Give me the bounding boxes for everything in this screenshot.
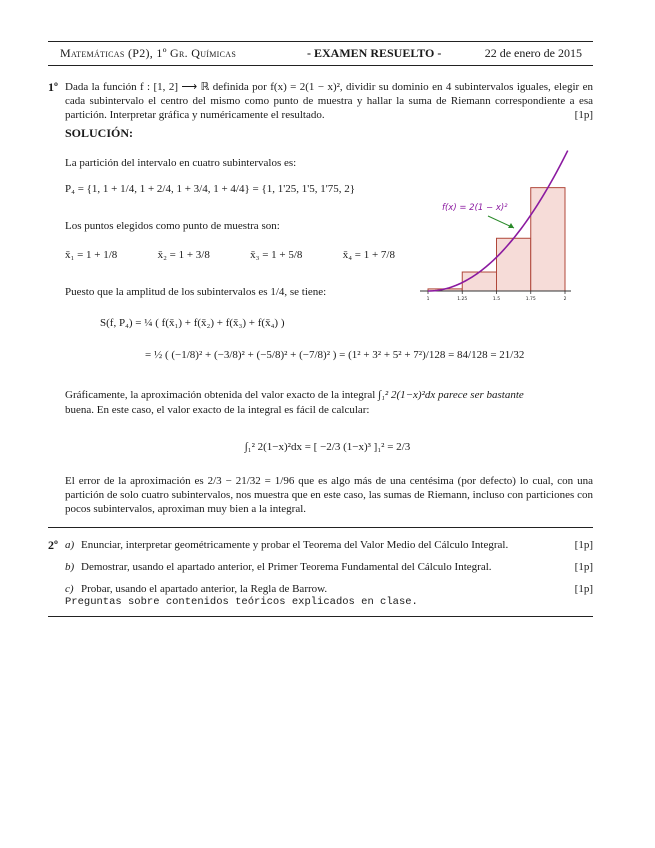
- section-rule: [48, 527, 593, 528]
- x-tick-label: 2: [563, 297, 567, 302]
- sample-point: x̄₃ = 1 + 5/8: [250, 249, 303, 261]
- item-text: Probar, usando el apartado anterior, la Regla de Barrow.: [81, 583, 328, 595]
- sample-point: x̄₂ = 1 + 3/8: [157, 249, 210, 261]
- graph-text-cont: buena. En este caso, el valor exacto de la integral es fácil de calcular:: [65, 404, 370, 416]
- x-tick-label: 1: [426, 297, 430, 302]
- sample-point: x̄₄ = 1 + 7/8: [342, 249, 395, 261]
- item-points: [1p]: [574, 561, 593, 573]
- problem2-item-a: [65, 538, 593, 552]
- riemann-rectangle: [497, 238, 531, 291]
- riemann-rectangle: [531, 188, 565, 291]
- item-label: b): [65, 561, 75, 573]
- graph-text-emph: parece ser bastante: [438, 389, 524, 401]
- amplitude-sentence: [65, 285, 326, 299]
- error-paragraph: El error de la aproximación es 2/3 − 21/32 = 1/96 que es algo más de una centésima (por defecto) lo cual, con una partición de solo cuatro subintervalos, nos muestra que en este caso, las sumas de Riemann, incluso con particiones con pocos subintervalos, aproximan muy bien a la integral.: [65, 475, 593, 515]
- header-course: Matemáticas (P2), 1º Gr. Químicas: [60, 46, 237, 60]
- integral-equation: ∫₁² 2(1−x)²dx = [ −2/3 (1−x)³ ]₁² = 2/3: [244, 441, 411, 453]
- item-text: Demostrar, usando el apartado anterior, el Primer Teorema Fundamental del Cálculo Integral.: [81, 561, 492, 573]
- partition-intro: La partición del intervalo en cuatro subintervalos es:: [65, 157, 297, 169]
- partition-equation: [65, 182, 405, 196]
- header-top-rule: [48, 41, 593, 42]
- x-tick-label: 1.75: [525, 297, 536, 302]
- footer-rule: [48, 616, 593, 617]
- problem1-statement: [65, 80, 593, 122]
- riemann-sum-line2: = ½ ( (−1/8)² + (−3/8)² + (−5/8)² + (−7/8)² ) = (1² + 3² + 5² + 7²)/128 = 84/128 = 21/32: [145, 349, 525, 361]
- problem2-note: Preguntas sobre contenidos teóricos explicados en clase.: [65, 596, 418, 608]
- problem2-items: [65, 538, 593, 604]
- item-label: a): [65, 539, 75, 551]
- samples-intro: Los puntos elegidos como punto de muestra son:: [65, 220, 280, 232]
- sample-points-row: [65, 248, 395, 262]
- problem2-item-b: [65, 560, 593, 574]
- item-label: c): [65, 583, 74, 595]
- x-tick-label: 1.25: [457, 297, 468, 302]
- item-points: [1p]: [574, 583, 593, 595]
- problem1-number: 1º: [48, 80, 58, 94]
- graph-text: Gráficamente, la aproximación obtenida del valor exacto de la integral: [65, 389, 376, 401]
- solution-label: SOLUCIÓN:: [65, 126, 134, 140]
- problem1-statement-text: Dada la función f : [1, 2] ⟶ ℝ definida por f(x) = 2(1 − x)², dividir su dominio en 4 subintervalos iguales, elegir en cada subintervalo el centro del mismo como punto de muestra y hallar la suma de Riemann correspondiente a esa partición. Interpretar gráfica y numéricamente el resultado.: [65, 81, 593, 121]
- header-exam-title: - EXAMEN RESUELTO -: [307, 46, 442, 60]
- amplitude-text: Puesto que la amplitud de los subintervalos es: [65, 286, 268, 298]
- header-bottom-rule: [48, 65, 593, 66]
- item-text: Enunciar, interpretar geométricamente y probar el Teorema del Valor Medio del Cálculo Integral.: [81, 539, 509, 551]
- riemann-chart: [410, 148, 590, 308]
- partition-set: {1, 1 + 1/4, 1 + 2/4, 1 + 3/4, 1 + 4/4}: [86, 183, 250, 195]
- x-tick-labels: [427, 291, 567, 302]
- sample-point: x̄₁ = 1 + 1/8: [65, 249, 118, 261]
- partition-result: = {1, 1'25, 1'5, 1'75, 2}: [252, 183, 355, 195]
- riemann-rectangle: [462, 272, 496, 291]
- header-date: 22 de enero de 2015: [484, 46, 582, 60]
- problem1-points: [1p]: [574, 109, 593, 121]
- amplitude-value: 1/4: [270, 286, 285, 298]
- riemann-sum-line1: S(f, P₄) = ¼ ( f(x̄₁) + f(x̄₂) + f(x̄₃) + f(x̄₄) ): [100, 317, 285, 329]
- item-points: [1p]: [574, 539, 593, 551]
- problem2-number: 2º: [48, 538, 58, 552]
- graph-interpretation: [65, 388, 593, 418]
- graph-integral: ∫₁² 2(1−x)²dx: [378, 389, 436, 401]
- x-tick-label: 1.5: [492, 297, 501, 302]
- function-label: f(x) = 2(1 − x)²: [442, 203, 508, 213]
- partition-lhs: P₄ =: [65, 183, 84, 195]
- problem2-item-c: [65, 582, 593, 596]
- amplitude-text-end: , se tiene:: [284, 286, 327, 298]
